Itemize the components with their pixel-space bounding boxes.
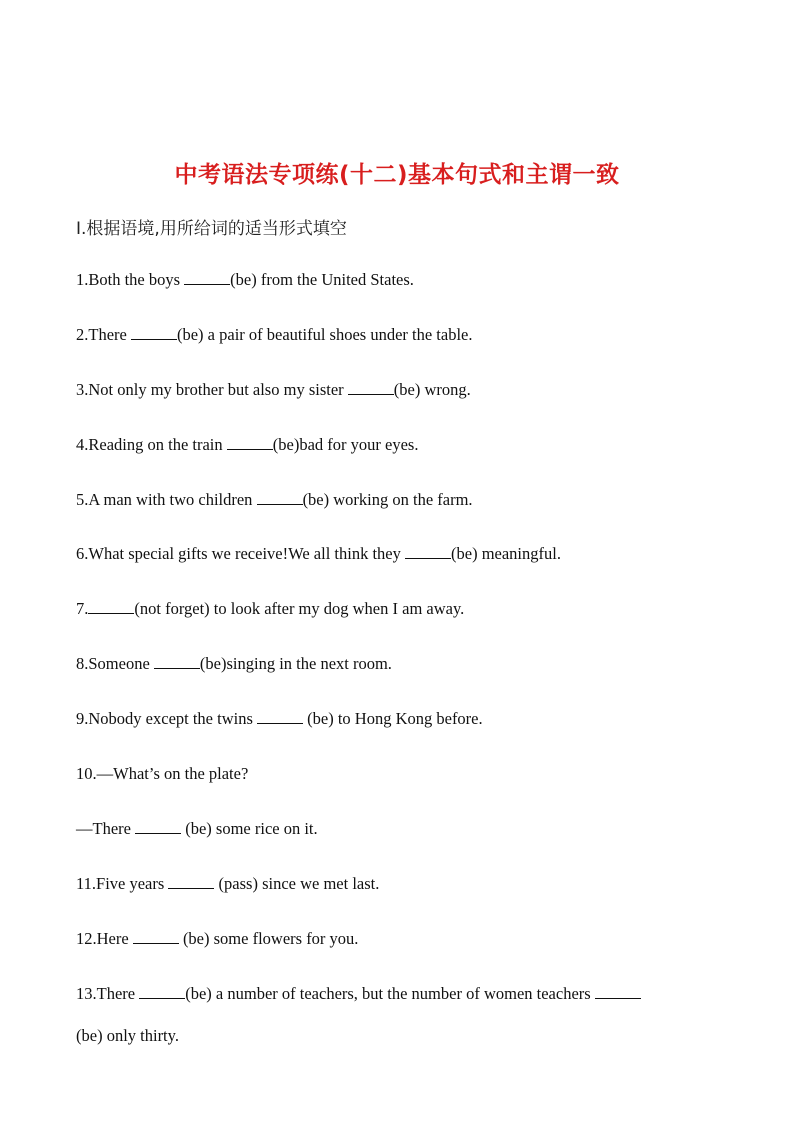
item-text: (be) meaningful. bbox=[451, 544, 561, 563]
item-text: 8.Someone bbox=[76, 654, 154, 673]
item-text: (be) only thirty. bbox=[76, 1026, 179, 1045]
item-text: 11.Five years bbox=[76, 874, 169, 893]
answer-blank[interactable] bbox=[227, 435, 273, 450]
item-text: 4.Reading on the train bbox=[76, 435, 227, 454]
exercise-item bbox=[76, 270, 414, 290]
answer-blank[interactable] bbox=[135, 819, 181, 834]
answer-blank[interactable] bbox=[139, 984, 185, 999]
item-text: (be) working on the farm. bbox=[302, 490, 473, 509]
answer-blank[interactable] bbox=[88, 599, 134, 614]
item-text: (be) a pair of beautiful shoes under the table. bbox=[176, 325, 473, 344]
item-text: 9.Nobody except the twins bbox=[76, 709, 258, 728]
item-text: (not forget) to look after my dog when I am away. bbox=[134, 599, 465, 618]
answer-blank[interactable] bbox=[133, 929, 179, 944]
exercise-item bbox=[76, 929, 358, 949]
answer-blank[interactable] bbox=[405, 544, 451, 559]
item-text: 2.There bbox=[76, 325, 131, 344]
exercise-item bbox=[76, 709, 483, 729]
answer-blank[interactable] bbox=[184, 270, 230, 285]
exercise-item bbox=[76, 819, 318, 839]
item-text: 13.There bbox=[76, 984, 140, 1003]
item-text: 10.—What’s on the plate? bbox=[76, 764, 249, 783]
item-text: —There bbox=[76, 819, 136, 838]
exercise-item bbox=[76, 544, 561, 564]
answer-blank[interactable] bbox=[257, 490, 303, 505]
exercise-item bbox=[76, 435, 418, 455]
answer-blank[interactable] bbox=[154, 654, 200, 669]
answer-blank[interactable] bbox=[168, 874, 214, 889]
exercise-item bbox=[76, 984, 641, 1004]
answer-blank[interactable] bbox=[595, 984, 641, 999]
exercise-item bbox=[76, 1026, 179, 1046]
item-text: (be) some rice on it. bbox=[181, 819, 318, 838]
item-text: (be) a number of teachers, but the number of women teachers bbox=[185, 984, 595, 1003]
item-text: 6.What special gifts we receive!We all think they bbox=[76, 544, 406, 563]
item-text: 3.Not only my brother but also my sister bbox=[76, 380, 348, 399]
exercise-item bbox=[76, 490, 473, 510]
item-text: 1.Both the boys bbox=[76, 270, 185, 289]
answer-blank[interactable] bbox=[131, 325, 177, 340]
exercise-item bbox=[76, 764, 248, 784]
answer-blank[interactable] bbox=[257, 709, 303, 724]
item-text: (be) from the United States. bbox=[230, 270, 414, 289]
item-text: (pass) since we met last. bbox=[214, 874, 380, 893]
item-text: (be)singing in the next room. bbox=[199, 654, 392, 673]
item-text: (be) wrong. bbox=[393, 380, 471, 399]
exercise-item bbox=[76, 874, 379, 894]
item-text: (be)bad for your eyes. bbox=[272, 435, 419, 454]
exercise-item bbox=[76, 599, 464, 619]
item-text: (be) some flowers for you. bbox=[178, 929, 359, 948]
item-text: (be) to Hong Kong before. bbox=[303, 709, 483, 728]
item-text: 5.A man with two children bbox=[76, 490, 257, 509]
exercise-item bbox=[76, 380, 471, 400]
answer-blank[interactable] bbox=[348, 380, 394, 395]
page-title: 中考语法专项练(十二)基本句式和主谓一致 bbox=[174, 162, 620, 188]
exercise-item bbox=[76, 654, 392, 674]
item-text: 12.Here bbox=[76, 929, 133, 948]
item-text: 7. bbox=[76, 599, 89, 618]
exercise-item bbox=[76, 325, 473, 345]
section-heading: Ⅰ.根据语境,用所给词的适当形式填空 bbox=[76, 219, 347, 239]
